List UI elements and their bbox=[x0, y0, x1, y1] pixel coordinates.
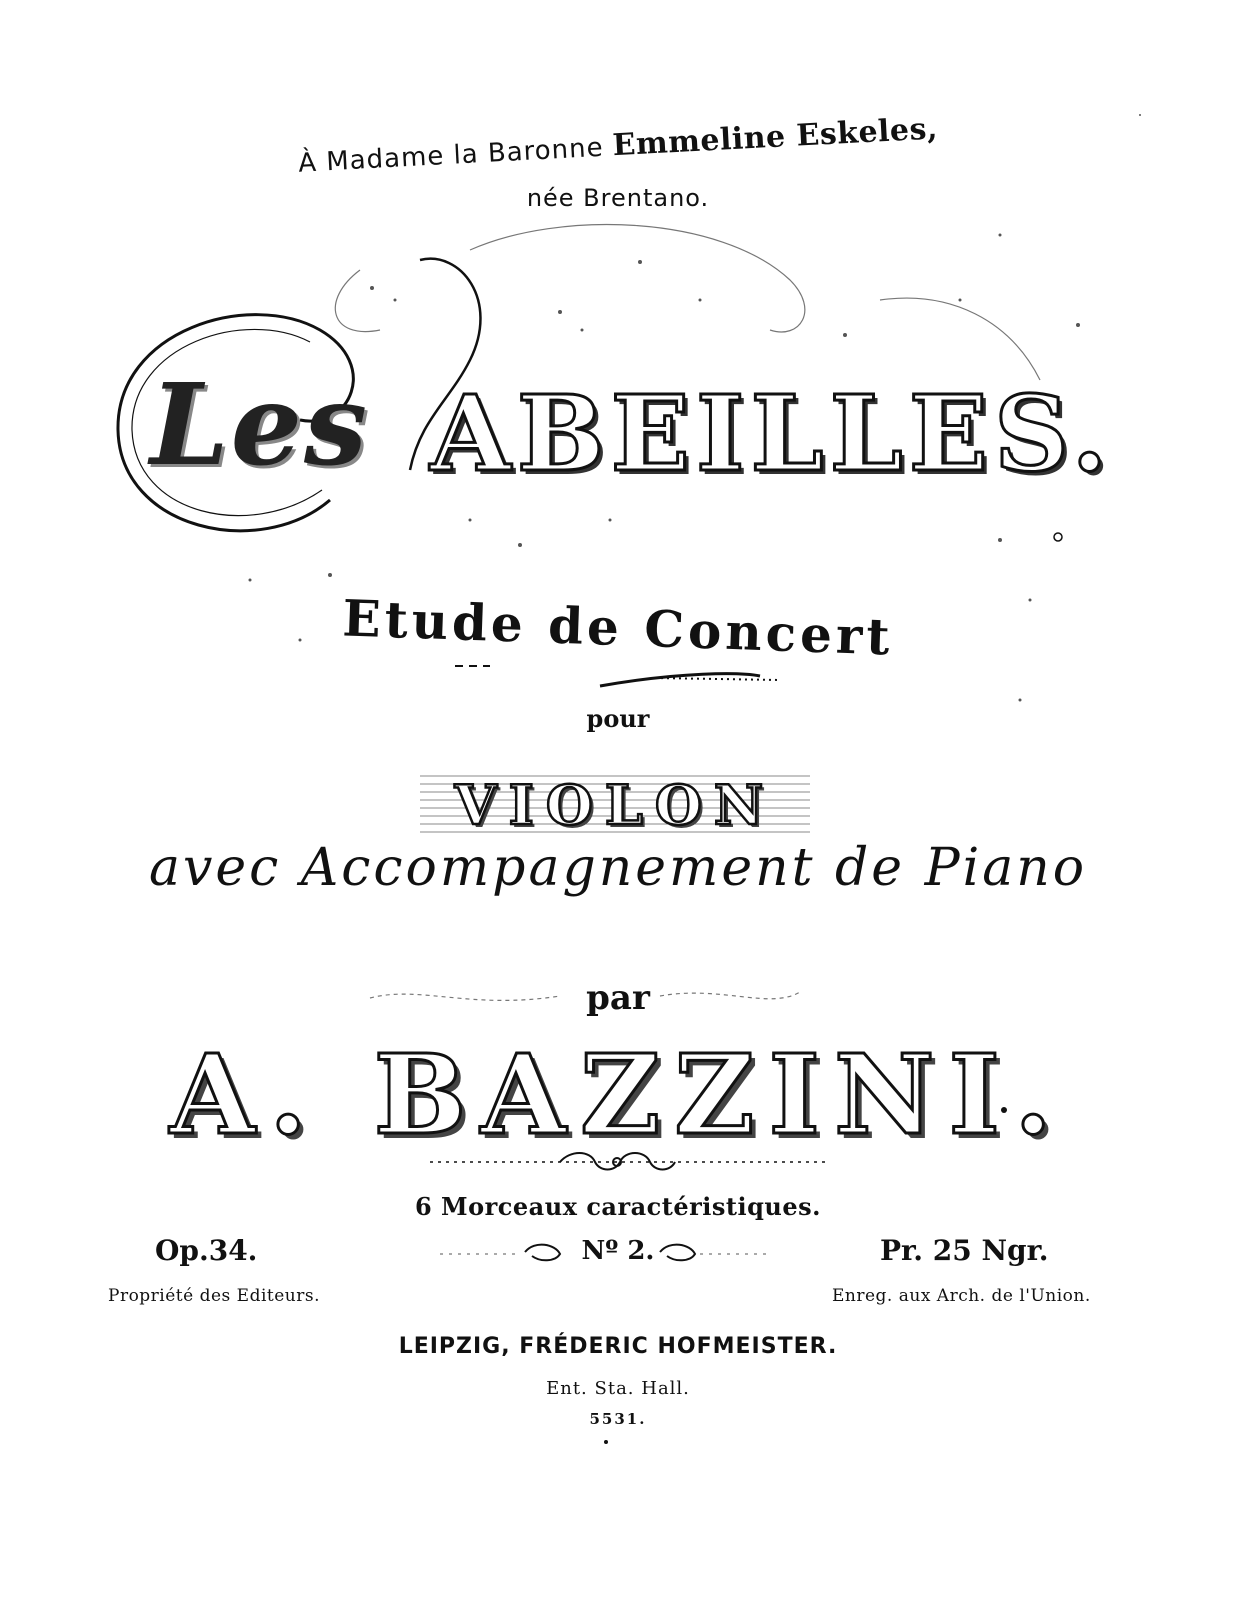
title-les: Les bbox=[150, 360, 370, 491]
series-line: 6 Morceaux caractéristiques. bbox=[415, 1192, 821, 1221]
subtitle: Etude de Concert bbox=[341, 588, 895, 667]
plate-number: 5531. bbox=[589, 1410, 647, 1428]
publisher: LEIPZIG, FRÉDERIC HOFMEISTER. bbox=[398, 1334, 838, 1359]
opus-number: Op.34. bbox=[155, 1234, 258, 1267]
subtitle-rule bbox=[600, 674, 760, 686]
accompaniment-line: avec Accompagnement de Piano bbox=[148, 838, 1088, 898]
piece-number: Nº 2. bbox=[581, 1236, 655, 1266]
dedication-prefix: À Madame la Baronne bbox=[297, 132, 605, 179]
dedication-line-2: née Brentano. bbox=[526, 184, 710, 212]
instrument-banner: VIOLON bbox=[454, 773, 776, 837]
top-scroll bbox=[470, 225, 805, 332]
right-scroll bbox=[880, 298, 1040, 380]
dedication-name: Emmeline Eskeles, bbox=[611, 111, 939, 164]
par-label: par bbox=[586, 978, 650, 1018]
rights-notice-right: Enreg. aux Arch. de l'Union. bbox=[832, 1286, 1091, 1306]
composer-name: A. BAZZINI. bbox=[169, 1030, 1067, 1159]
pour-label: pour bbox=[586, 704, 650, 733]
left-scroll bbox=[335, 270, 380, 332]
bottom-dot bbox=[604, 1440, 608, 1444]
title-abeilles: ABEILLES. bbox=[430, 372, 1114, 495]
subtitle-rule-dots bbox=[655, 678, 780, 680]
rights-notice-left: Propriété des Editeurs. bbox=[108, 1286, 320, 1306]
registration: Ent. Sta. Hall. bbox=[546, 1378, 690, 1399]
price: Pr. 25 Ngr. bbox=[880, 1234, 1049, 1267]
